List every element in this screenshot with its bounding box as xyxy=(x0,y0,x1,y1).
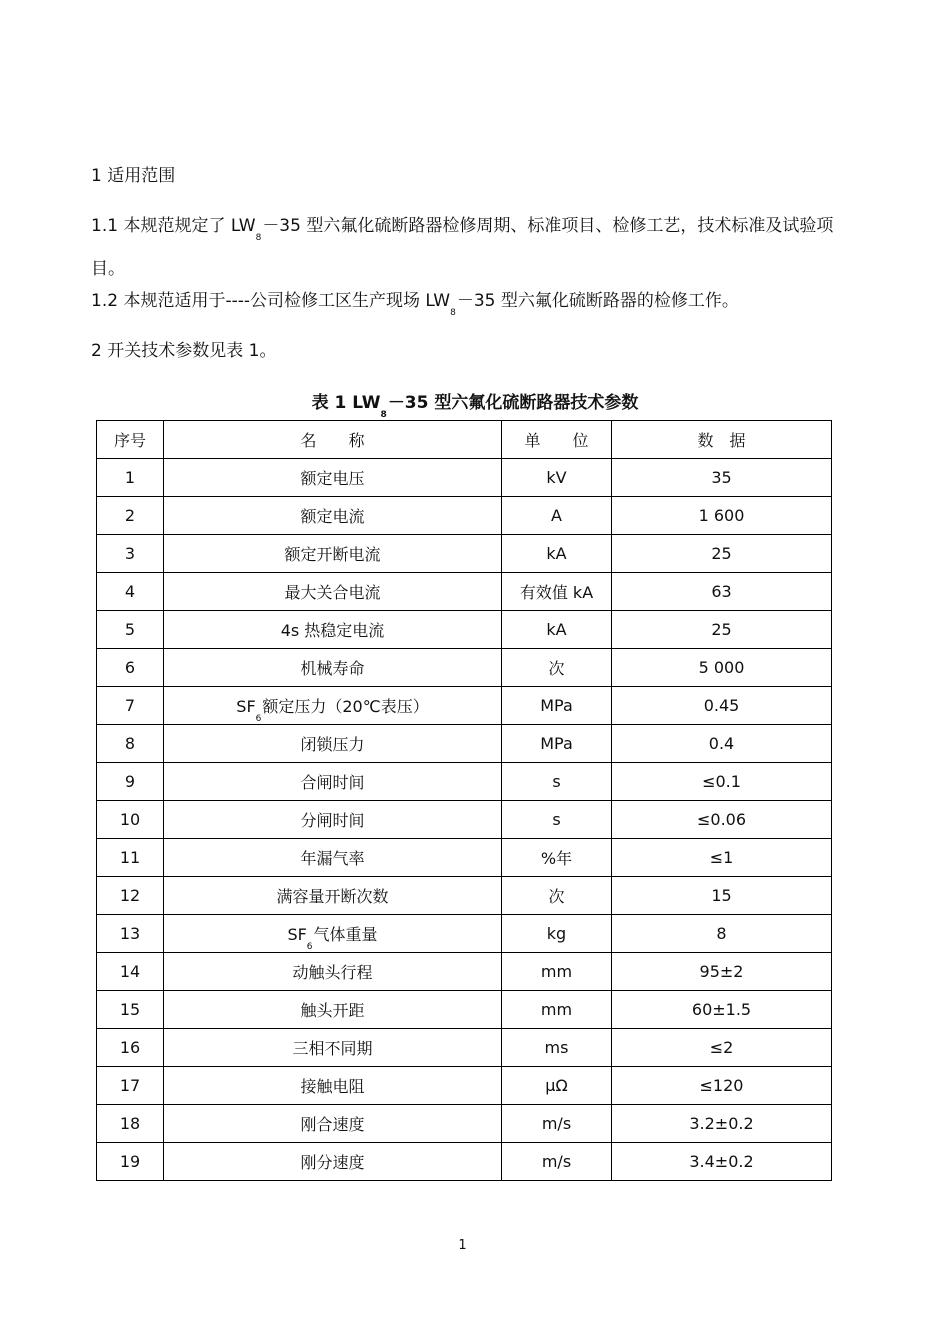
cell-value: 35 xyxy=(612,459,832,497)
cell-unit: kA xyxy=(502,535,612,573)
cell-value: 5 000 xyxy=(612,649,832,687)
header-unit: 单 位 xyxy=(502,421,612,459)
paragraph-1-1-subscript: 8 xyxy=(255,233,262,243)
cell-no: 5 xyxy=(97,611,164,649)
cell-name: 合闸时间 xyxy=(164,763,502,801)
table-row xyxy=(97,687,832,725)
cell-unit: s xyxy=(502,763,612,801)
paragraph-1-2-text-b: －35 型六氟化硫断路器的检修工作。 xyxy=(456,291,739,311)
cell-unit: MPa xyxy=(502,687,612,725)
cell-name xyxy=(164,915,502,953)
cell-name: 刚分速度 xyxy=(164,1143,502,1181)
cell-unit: A xyxy=(502,497,612,535)
cell-unit: m/s xyxy=(502,1105,612,1143)
cell-value: 25 xyxy=(612,535,832,573)
table-row xyxy=(97,915,832,953)
cell-no: 14 xyxy=(97,953,164,991)
cell-no: 4 xyxy=(97,573,164,611)
cell-value: ≤1 xyxy=(612,839,832,877)
cell-name: 满容量开断次数 xyxy=(164,877,502,915)
table-row xyxy=(97,725,832,763)
cell-unit: 次 xyxy=(502,877,612,915)
table-row xyxy=(97,877,832,915)
cell-unit: μΩ xyxy=(502,1067,612,1105)
cell-no: 10 xyxy=(97,801,164,839)
cell-unit: MPa xyxy=(502,725,612,763)
cell-unit: ms xyxy=(502,1029,612,1067)
cell-no: 2 xyxy=(97,497,164,535)
cell-unit: kA xyxy=(502,611,612,649)
table-row xyxy=(97,801,832,839)
table-row xyxy=(97,763,832,801)
cell-name-suffix: 气体重量 xyxy=(313,925,378,944)
cell-name: 接触电阻 xyxy=(164,1067,502,1105)
cell-no: 12 xyxy=(97,877,164,915)
cell-name-prefix: SF xyxy=(236,697,256,716)
paragraph-1-2-text-a: 1.2 本规范适用于----公司检修工区生产现场 LW xyxy=(91,291,451,311)
table-row xyxy=(97,459,832,497)
table-row xyxy=(97,839,832,877)
cell-name: 触头开距 xyxy=(164,991,502,1029)
cell-value: 95±2 xyxy=(612,953,832,991)
cell-name: 机械寿命 xyxy=(164,649,502,687)
table-header-row xyxy=(97,421,832,459)
cell-name: 动触头行程 xyxy=(164,953,502,991)
cell-no: 6 xyxy=(97,649,164,687)
table-row xyxy=(97,497,832,535)
cell-value: ≤0.06 xyxy=(612,801,832,839)
cell-value: 8 xyxy=(612,915,832,953)
table-row xyxy=(97,991,832,1029)
cell-no: 13 xyxy=(97,915,164,953)
cell-value: 63 xyxy=(612,573,832,611)
cell-no: 3 xyxy=(97,535,164,573)
paragraph-1-1 xyxy=(91,206,851,289)
cell-value: 3.4±0.2 xyxy=(612,1143,832,1181)
cell-value: 0.45 xyxy=(612,687,832,725)
cell-value: 3.2±0.2 xyxy=(612,1105,832,1143)
cell-name: 分闸时间 xyxy=(164,801,502,839)
cell-name: 额定电流 xyxy=(164,497,502,535)
table-body xyxy=(97,459,832,1181)
header-name: 名 称 xyxy=(164,421,502,459)
cell-name: 闭锁压力 xyxy=(164,725,502,763)
paragraph-1-2-subscript: 8 xyxy=(450,308,456,318)
cell-unit: kV xyxy=(502,459,612,497)
cell-name-subscript: 6 xyxy=(306,942,313,952)
header-no: 序号 xyxy=(97,421,164,459)
table-row xyxy=(97,1067,832,1105)
paragraph-1-1-text-b: －35 型六氟化硫断路器检修周期、标准项目、检修工艺，技术标准及试验项目。 xyxy=(91,216,834,279)
cell-value: ≤120 xyxy=(612,1067,832,1105)
cell-name: 最大关合电流 xyxy=(164,573,502,611)
cell-name: 额定开断电流 xyxy=(164,535,502,573)
table-row xyxy=(97,649,832,687)
cell-value: 15 xyxy=(612,877,832,915)
cell-unit: s xyxy=(502,801,612,839)
section-heading-scope: 1 适用范围 xyxy=(91,166,176,186)
cell-name: 年漏气率 xyxy=(164,839,502,877)
cell-no: 7 xyxy=(97,687,164,725)
table-title-subscript: 8 xyxy=(380,410,387,420)
cell-name: 三相不同期 xyxy=(164,1029,502,1067)
table-row xyxy=(97,1143,832,1181)
cell-unit: mm xyxy=(502,991,612,1029)
table-title-text-a: 表 1 LW xyxy=(311,393,381,413)
cell-unit: 次 xyxy=(502,649,612,687)
cell-no: 9 xyxy=(97,763,164,801)
table-row xyxy=(97,1105,832,1143)
cell-value: 60±1.5 xyxy=(612,991,832,1029)
table-row xyxy=(97,953,832,991)
table-row xyxy=(97,611,832,649)
cell-value: ≤0.1 xyxy=(612,763,832,801)
cell-name: 额定电压 xyxy=(164,459,502,497)
cell-no: 16 xyxy=(97,1029,164,1067)
paragraph-1-2 xyxy=(91,289,739,316)
cell-name-subscript: 6 xyxy=(255,714,262,724)
cell-no: 1 xyxy=(97,459,164,497)
cell-unit: 有效值 kA xyxy=(502,573,612,611)
cell-unit: %年 xyxy=(502,839,612,877)
parameters-table xyxy=(96,420,832,1181)
cell-value: 25 xyxy=(612,611,832,649)
table-title-text-b: －35 型六氟化硫断路器技术参数 xyxy=(387,393,639,413)
cell-name: 刚合速度 xyxy=(164,1105,502,1143)
header-value: 数 据 xyxy=(612,421,832,459)
cell-no: 18 xyxy=(97,1105,164,1143)
cell-unit: kg xyxy=(502,915,612,953)
cell-no: 19 xyxy=(97,1143,164,1181)
cell-name-suffix: 额定压力（20℃表压） xyxy=(262,697,429,716)
paragraph-1-1-text-a: 1.1 本规范规定了 LW xyxy=(91,216,256,236)
cell-name: 4s 热稳定电流 xyxy=(164,611,502,649)
cell-unit: mm xyxy=(502,953,612,991)
cell-value: 1 600 xyxy=(612,497,832,535)
cell-no: 8 xyxy=(97,725,164,763)
cell-name-prefix: SF xyxy=(287,925,307,944)
page-number: 1 xyxy=(458,1238,467,1253)
cell-value: ≤2 xyxy=(612,1029,832,1067)
cell-no: 11 xyxy=(97,839,164,877)
cell-no: 17 xyxy=(97,1067,164,1105)
cell-unit: m/s xyxy=(502,1143,612,1181)
table-title xyxy=(0,388,950,420)
table-row xyxy=(97,1029,832,1067)
table-row xyxy=(97,535,832,573)
cell-name xyxy=(164,687,502,725)
cell-value: 0.4 xyxy=(612,725,832,763)
cell-no: 15 xyxy=(97,991,164,1029)
table-row xyxy=(97,573,832,611)
section-heading-params: 2 开关技术参数见表 1。 xyxy=(91,341,277,361)
